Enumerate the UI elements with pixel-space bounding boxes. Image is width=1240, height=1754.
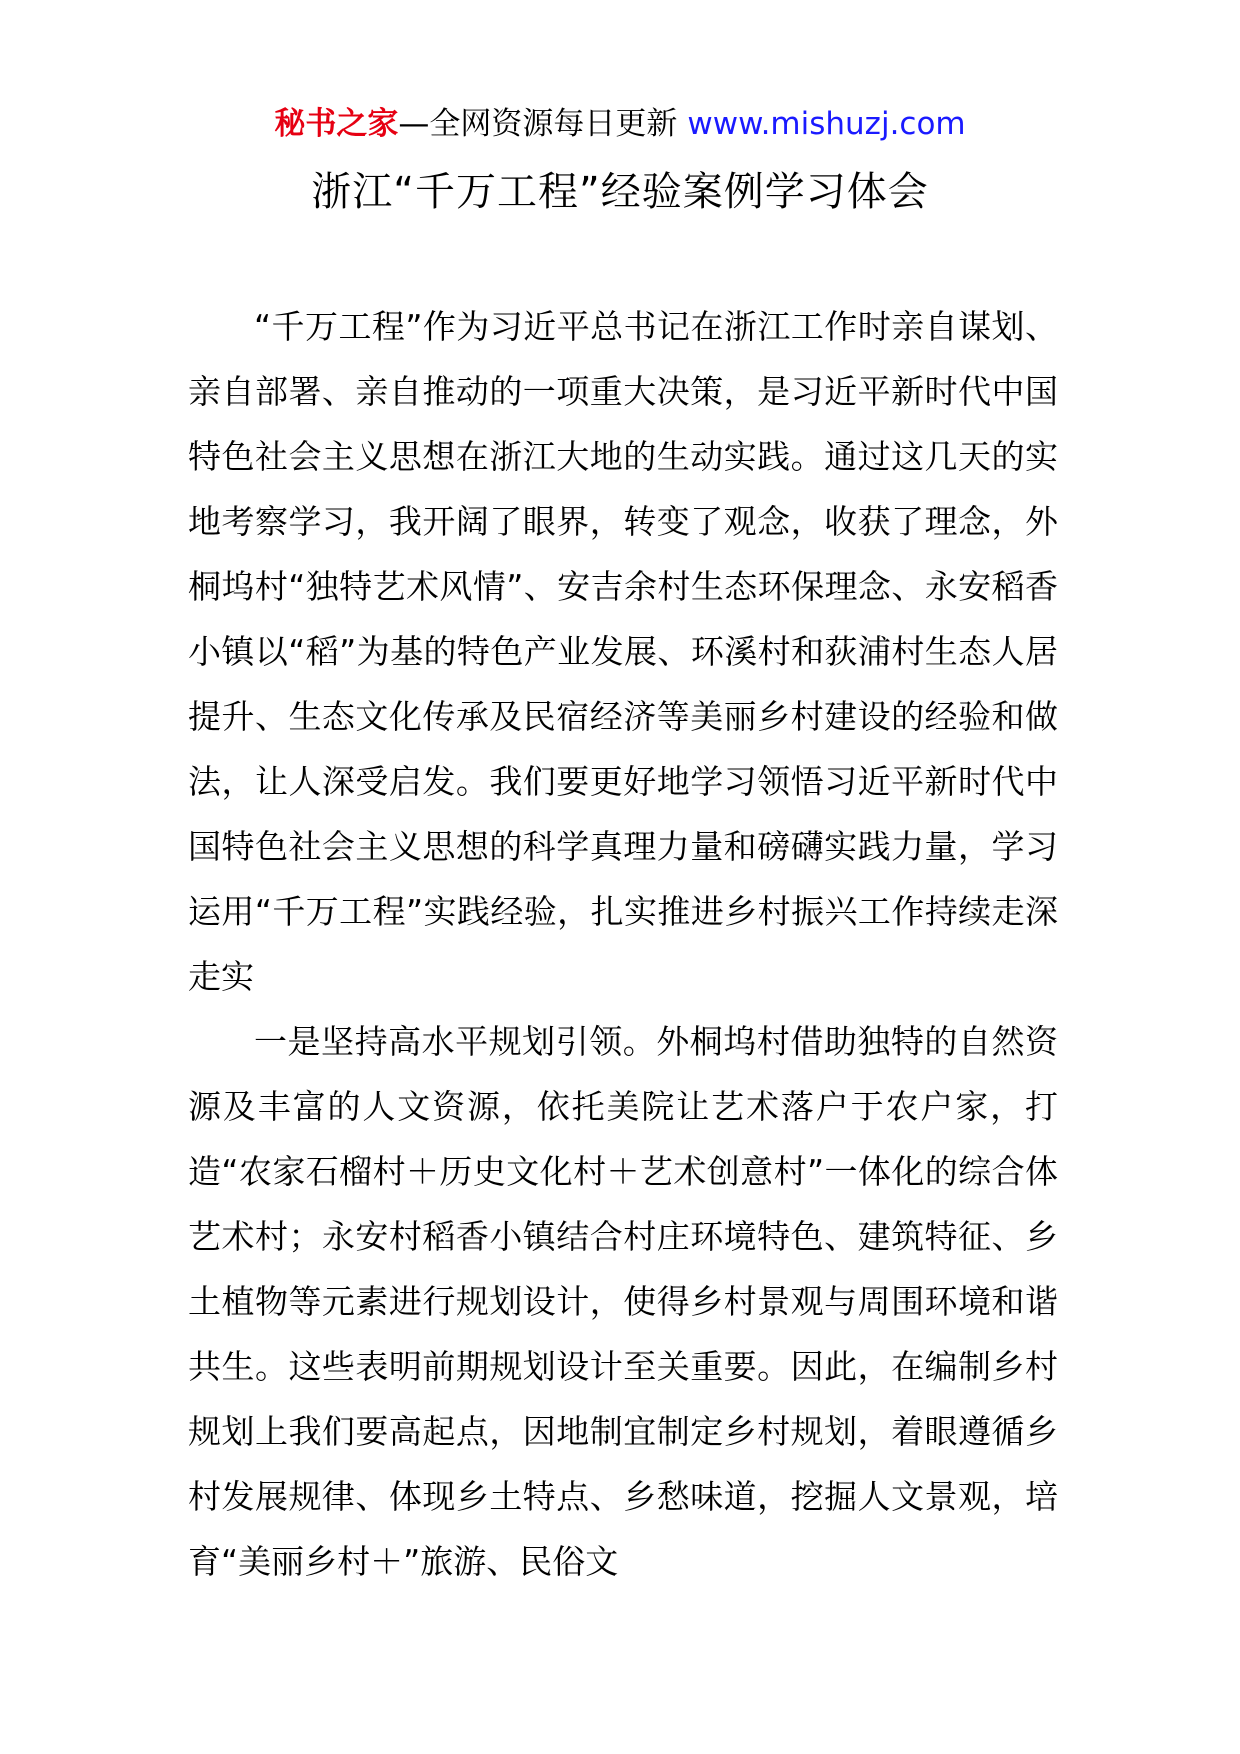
site-header (0, 104, 1240, 144)
site-slogan: —全网资源每日更新 (398, 106, 678, 142)
document-body (188, 294, 1058, 1594)
paragraph-point-one: 一是坚持高水平规划引领。外桐坞村借助独特的自然资源及丰富的人文资源，依托美院让艺术落户于农户家，打造“农家石榴村＋历史文化村＋艺术创意村”一体化的综合体艺术村；永安村稻香小镇结合村庄环境特色、建筑特征、乡土植物等元素进行规划设计，使得乡村景观与周围环境和谐共生。这些表明前期规划设计至关重要。因此，在编制乡村规划上我们要高起点，因地制宜制定乡村规划，着眼遵循乡村发展规律、体现乡土特点、乡愁味道，挖掘人文景观，培育“美丽乡村＋”旅游、民俗文 (188, 1022, 1058, 1581)
brand-name: 秘书之家 (274, 106, 399, 142)
document-title: 浙江“千万工程”经验案例学习体会 (311, 169, 929, 215)
paragraph-intro: “千万工程”作为习近平总书记在浙江工作时亲自谋划、亲自部署、亲自推动的一项重大决策，是习近平新时代中国特色社会主义思想在浙江大地的生动实践。通过这几天的实地考察学习，我开阔了眼界，转变了观念，收获了理念，外桐坞村“独特艺术风情”、安吉余村生态环保理念、永安稻香小镇以“稻”为基的特色产业发展、环溪村和荻浦村生态人居提升、生态文化传承及民宿经济等美丽乡村建设的经验和做法，让人深受启发。我们要更好地学习领悟习近平新时代中国特色社会主义思想的科学真理力量和磅礴实践力量，学习运用“千万工程”实践经验，扎实推进乡村振兴工作持续走深走实 (188, 307, 1058, 996)
site-url-link[interactable]: www.mishuzj.com (687, 106, 966, 142)
